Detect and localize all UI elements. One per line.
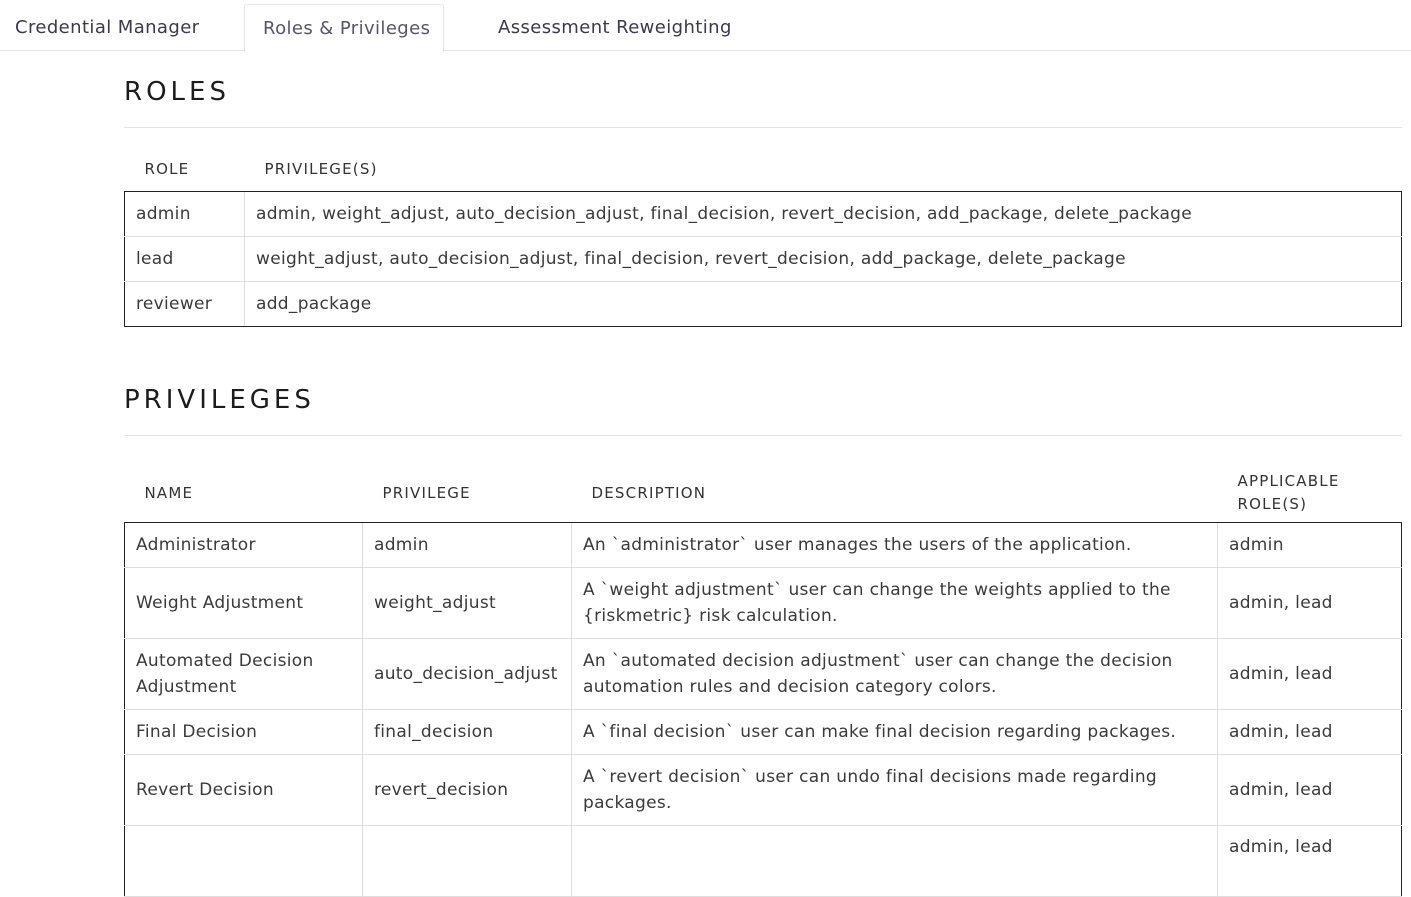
table-row <box>125 522 1402 567</box>
role-cell: reviewer <box>125 281 245 326</box>
table-row <box>125 281 1402 326</box>
privilege-description-cell <box>572 825 1218 896</box>
privileges-header-name: NAME <box>125 464 363 522</box>
table-row <box>125 191 1402 236</box>
privileges-cell: admin, weight_adjust, auto_decision_adjust, final_decision, revert_decision, add_package, delete_package <box>245 191 1402 236</box>
table-row <box>125 638 1402 709</box>
privileges-header-description: DESCRIPTION <box>572 464 1218 522</box>
tab-assessment-reweighting[interactable]: Assessment Reweighting <box>498 17 732 38</box>
privilege-roles-cell: admin, lead <box>1218 709 1402 754</box>
privilege-name-cell: Automated Decision Adjustment <box>125 638 363 709</box>
privileges-header-roles: APPLICABLE ROLE(S) <box>1218 464 1402 522</box>
privilege-code-cell: auto_decision_adjust <box>363 638 572 709</box>
table-row <box>125 825 1402 896</box>
privilege-code-cell: revert_decision <box>363 754 572 825</box>
roles-table <box>124 147 1402 327</box>
tab-bar <box>0 0 1411 51</box>
roles-header-role: ROLE <box>125 147 245 191</box>
roles-title: ROLES <box>124 77 230 107</box>
privileges-cell: add_package <box>245 281 1402 326</box>
table-row <box>125 709 1402 754</box>
privilege-code-cell <box>363 825 572 896</box>
privilege-code-cell: admin <box>363 522 572 567</box>
privilege-name-cell <box>125 825 363 896</box>
roles-divider <box>124 127 1402 128</box>
privilege-description-cell: A `weight adjustment` user can change the weights applied to the {riskmetric} risk calculation. <box>572 567 1218 638</box>
privilege-roles-cell: admin <box>1218 522 1402 567</box>
privilege-roles-cell: admin, lead <box>1218 754 1402 825</box>
privilege-roles-cell: admin, lead <box>1218 567 1402 638</box>
table-row <box>125 567 1402 638</box>
privilege-code-cell: weight_adjust <box>363 567 572 638</box>
privileges-table <box>124 464 1402 897</box>
table-row <box>125 236 1402 281</box>
privileges-title: PRIVILEGES <box>124 385 315 415</box>
privilege-name-cell: Administrator <box>125 522 363 567</box>
table-row <box>125 754 1402 825</box>
privileges-header-row <box>125 464 1402 522</box>
privilege-name-cell: Revert Decision <box>125 754 363 825</box>
tab-credential-manager[interactable]: Credential Manager <box>15 17 200 38</box>
privilege-description-cell: A `revert decision` user can undo final decisions made regarding packages. <box>572 754 1218 825</box>
privilege-description-cell: An `administrator` user manages the users of the application. <box>572 522 1218 567</box>
role-cell: admin <box>125 191 245 236</box>
privilege-roles-cell: admin, lead <box>1218 825 1402 896</box>
privilege-name-cell: Weight Adjustment <box>125 567 363 638</box>
privilege-code-cell: final_decision <box>363 709 572 754</box>
privileges-cell: weight_adjust, auto_decision_adjust, final_decision, revert_decision, add_package, delete_package <box>245 236 1402 281</box>
role-cell: lead <box>125 236 245 281</box>
privileges-divider <box>124 435 1402 436</box>
tab-roles-privileges[interactable]: Roles & Privileges <box>244 4 444 52</box>
privileges-header-privilege: PRIVILEGE <box>363 464 572 522</box>
roles-header-privileges: PRIVILEGE(S) <box>245 147 1402 191</box>
privilege-description-cell: A `final decision` user can make final decision regarding packages. <box>572 709 1218 754</box>
roles-header-row <box>125 147 1402 191</box>
privilege-name-cell: Final Decision <box>125 709 363 754</box>
privilege-description-cell: An `automated decision adjustment` user can change the decision automation rules and decision category colors. <box>572 638 1218 709</box>
privilege-roles-cell: admin, lead <box>1218 638 1402 709</box>
